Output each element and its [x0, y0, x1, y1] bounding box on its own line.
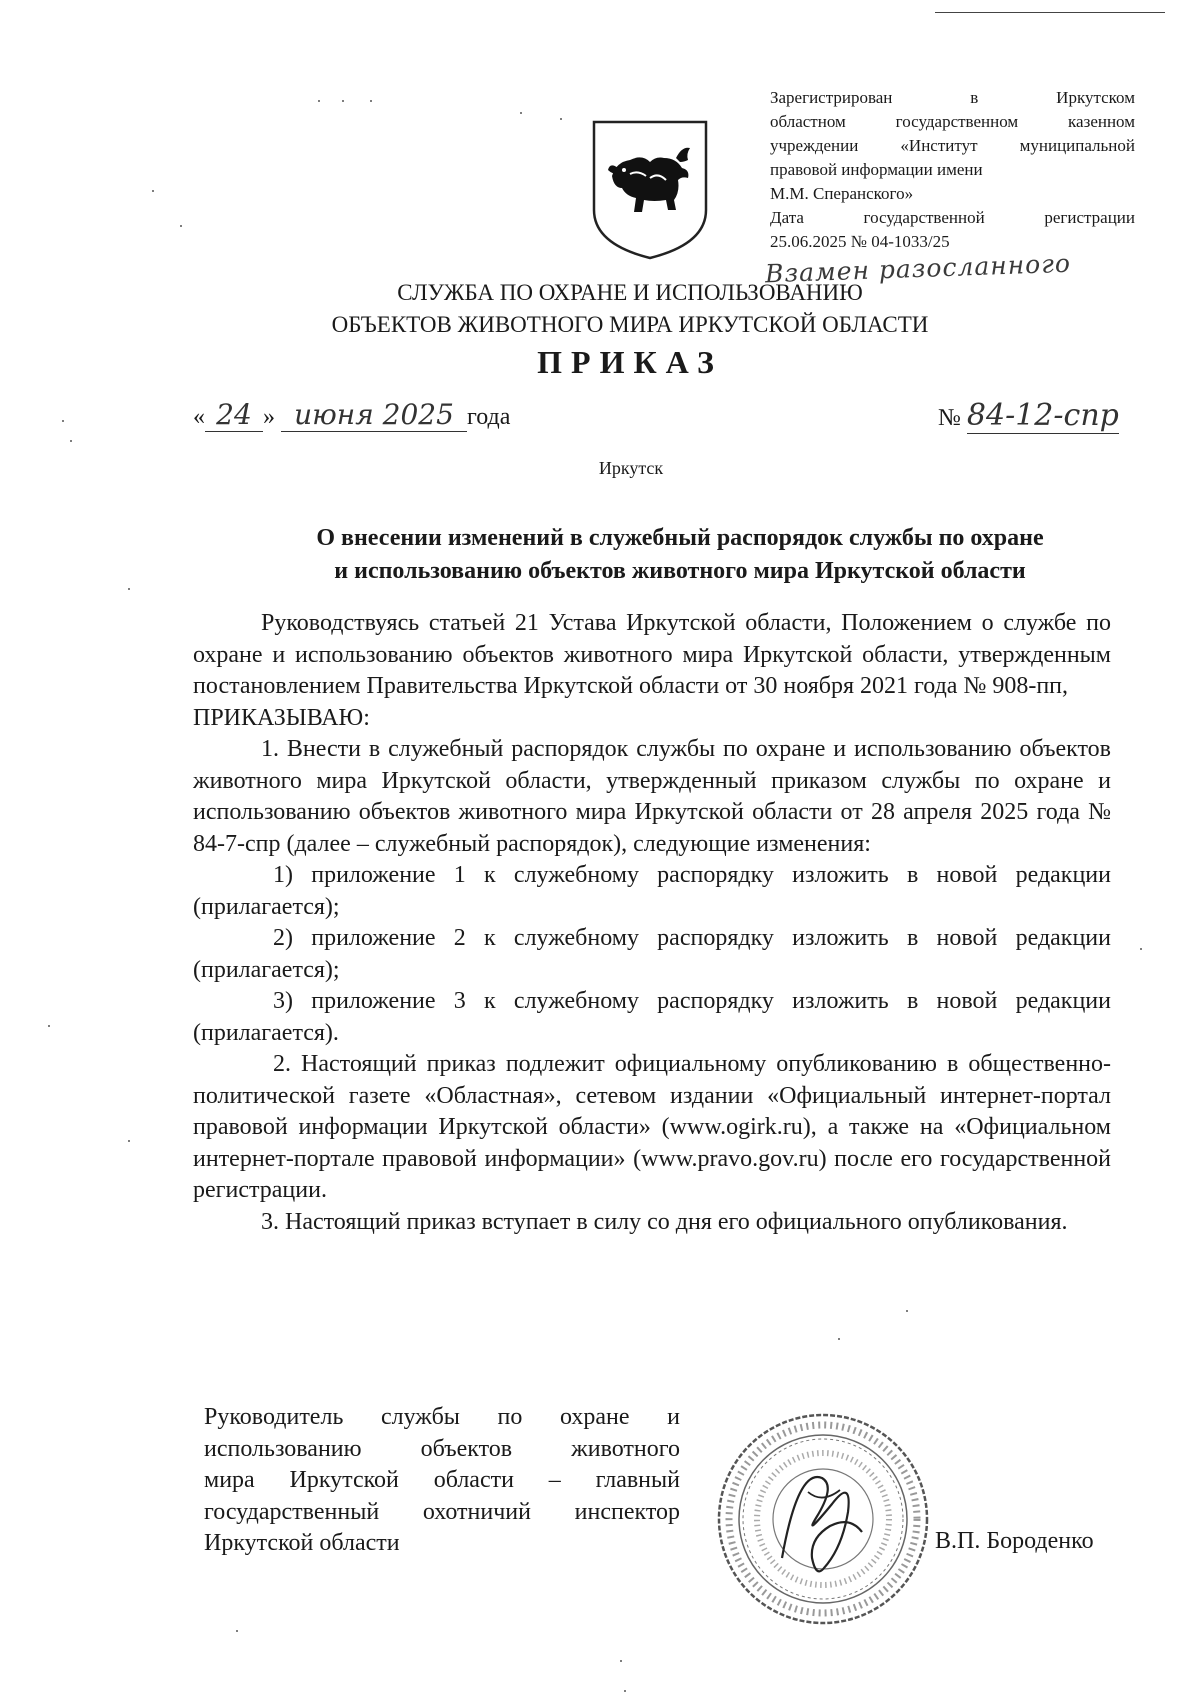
- date-day: 24: [205, 398, 263, 432]
- date-suffix: года: [467, 404, 511, 430]
- signatory-title-line: Руководитель службы по охране и: [204, 1404, 680, 1430]
- signatory-title-line: мира Иркутской области – главный: [204, 1467, 680, 1493]
- handwritten-note: Взамен разосланного: [764, 248, 1072, 289]
- document-type-heading: ПРИКАЗ: [537, 344, 723, 380]
- signature-block: [204, 1402, 680, 1560]
- item-3-paragraph: 3. Настоящий приказ вступает в силу со дня его официального опубликования.: [261, 1208, 1068, 1235]
- registration-stamp: [770, 86, 1135, 254]
- scan-speck: [180, 225, 182, 227]
- title-line1: О внесении изменений в служебный распорядок службы по охране: [316, 525, 1044, 551]
- date-close-quote: »: [263, 404, 275, 430]
- item-1-paragraph: 1. Внести в служебный распорядок службы по охране и использованию объектов животного мира Иркутской области, утвержденный приказом службы по охране и использованию объектов животного мира Иркутской области от 28 апреля 2025 года № 84-7-спр (далее – служебный распорядок), следующие изменения:: [193, 736, 1111, 857]
- top-edge-line: [935, 12, 1165, 13]
- scan-speck: [342, 100, 344, 102]
- signatory-title-line: государственный охотничий инспектор: [204, 1498, 680, 1525]
- scan-speck: [560, 118, 562, 120]
- scan-speck: [906, 1310, 908, 1312]
- scan-speck: [62, 420, 64, 422]
- coat-of-arms-emblem: [590, 118, 710, 261]
- organization-name-line1: СЛУЖБА ПО ОХРАНЕ И ИСПОЛЬЗОВАНИЮ: [397, 280, 863, 305]
- signatory-name: В.П. Бороденко: [935, 1528, 1094, 1554]
- item-1-2-paragraph: 2) приложение 2 к служебному распорядку изложить в новой редакции (прилагается);: [193, 925, 1111, 983]
- order-date: [193, 398, 510, 432]
- scan-speck: [128, 588, 130, 590]
- signatory-title-line: использованию объектов животного: [204, 1435, 680, 1462]
- official-seal: [712, 1408, 934, 1630]
- number-prefix: №: [938, 405, 961, 431]
- registration-line: правовой информации имени: [770, 160, 983, 179]
- number-value: 84-12-спр: [966, 398, 1119, 433]
- scan-speck: [1140, 948, 1142, 950]
- scan-speck: [128, 1140, 130, 1142]
- registration-line: М.М. Сперанского»: [770, 184, 914, 203]
- item-2-paragraph: 2. Настоящий приказ подлежит официальному опубликованию в общественно-политической газете «Областная», сетевом издании «Официальный интернет-портал правовой информации Иркутской области» (www.ogirk.ru), а также на «Официальном интернет-портале правовой информации» (www.pravo.gov.ru) после его государственной регистрации.: [193, 1051, 1111, 1203]
- registration-line: учреждении «Институт муниципальной: [770, 136, 1135, 155]
- order-body: [193, 608, 1111, 1238]
- order-word: ПРИКАЗЫВАЮ:: [193, 704, 370, 731]
- organization-name-line2: ОБЪЕКТОВ ЖИВОТНОГО МИРА ИРКУТСКОЙ ОБЛАСТИ: [331, 312, 929, 337]
- scan-speck: [620, 1660, 622, 1662]
- date-month-year: июня 2025: [281, 398, 467, 432]
- scan-speck: [520, 112, 522, 114]
- title-line2: и использованию объектов животного мира Иркутской области: [334, 558, 1026, 584]
- scan-speck: [152, 190, 154, 192]
- order-number: [938, 398, 1119, 433]
- registration-line: Зарегистрирован в Иркутском: [770, 88, 1135, 107]
- signatory-title-line: Иркутской области: [204, 1530, 400, 1556]
- scan-speck: [838, 1338, 840, 1340]
- preamble-paragraph: Руководствуясь статьей 21 Устава Иркутской области, Положением о службе по охране и использованию объектов животного мира Иркутской области, утвержденным постановлением Правительства Иркутской области от 30 ноября 2021 года № 908-пп,: [193, 610, 1111, 699]
- registration-line: Дата государственной регистрации: [770, 208, 1135, 227]
- scan-speck: [370, 100, 372, 102]
- scan-speck: [236, 1630, 238, 1632]
- city-name: Иркутск: [598, 458, 664, 478]
- scan-speck: [70, 440, 72, 442]
- registration-line: областном государственном казенном: [770, 112, 1135, 131]
- registration-date-number: 25.06.2025 № 04-1033/25: [770, 232, 950, 251]
- date-open-quote: «: [193, 404, 205, 430]
- scan-speck: [318, 100, 320, 102]
- item-1-3-paragraph: 3) приложение 3 к служебному распорядку изложить в новой редакции (прилагается).: [193, 988, 1111, 1046]
- order-title: [260, 522, 1100, 588]
- scan-speck: [48, 1025, 50, 1027]
- scan-speck: [624, 1690, 626, 1692]
- item-1-1-paragraph: 1) приложение 1 к служебному распорядку изложить в новой редакции (прилагается);: [193, 862, 1111, 920]
